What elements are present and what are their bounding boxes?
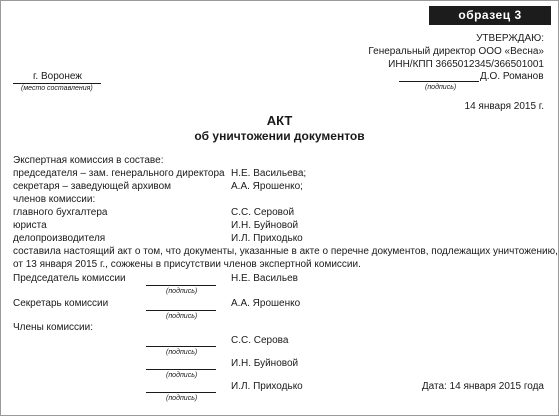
- document-date: Дата: 14 января 2015 года: [421, 381, 544, 392]
- member-signature-name: И.Л. Приходько: [231, 381, 303, 392]
- chair-signature-label: Председатель комиссии: [13, 273, 126, 284]
- approve-signer: Д.О. Романов: [480, 71, 544, 82]
- place-line: [13, 83, 101, 84]
- member-name: С.С. Серовой: [231, 207, 295, 218]
- member-name: И.Н. Буйновой: [231, 220, 299, 231]
- approve-signature-caption: (подпись): [425, 84, 457, 91]
- member-signature-line: [146, 392, 216, 393]
- member-role: делопроизводителя: [13, 233, 106, 244]
- member-role: главного бухгалтера: [13, 207, 108, 218]
- place-city: г. Воронеж: [33, 71, 82, 82]
- approve-inn: ИНН/КПП 3665012345/366501001: [388, 59, 544, 70]
- signature-caption: (подпись): [166, 288, 198, 295]
- body-line-2: от 13 января 2015 г., сожжены в присутствии членов экспертной комиссии.: [13, 259, 361, 270]
- signature-caption: (подпись): [166, 395, 198, 402]
- chair-signature-name: Н.Е. Васильев: [231, 273, 298, 284]
- member-signature-name: С.С. Серова: [231, 335, 289, 346]
- secretary-name: А.А. Ярошенко;: [231, 181, 303, 192]
- sample-badge: образец 3: [429, 6, 551, 25]
- document-title: АКТ: [266, 113, 293, 128]
- document-subtitle: об уничтожении документов: [194, 129, 365, 143]
- approve-signature-line: [399, 81, 479, 82]
- chair-signature-line: [146, 285, 216, 286]
- chair-name: Н.Е. Васильева;: [231, 168, 307, 179]
- approve-date: 14 января 2015 г.: [464, 101, 544, 112]
- member-signature-line: [146, 369, 216, 370]
- approve-position: Генеральный директор ООО «Весна»: [368, 46, 544, 57]
- member-signature-name: И.Н. Буйновой: [231, 358, 299, 369]
- member-role: юриста: [13, 220, 47, 231]
- member-signature-line: [146, 346, 216, 347]
- signature-caption: (подпись): [166, 313, 198, 320]
- members-heading: членов комиссии:: [13, 194, 96, 205]
- signature-caption: (подпись): [166, 349, 198, 356]
- secretary-signature-line: [146, 310, 216, 311]
- secretary-role: секретаря – заведующей архивом: [13, 181, 172, 192]
- secretary-signature-label: Секретарь комиссии: [13, 298, 109, 309]
- members-signature-label: Члены комиссии:: [13, 322, 94, 333]
- body-line-1: составила настоящий акт о том, что документы, указанные в акте о перечне документов, подлежащих уничтожению,: [13, 246, 558, 257]
- member-name: И.Л. Приходько: [231, 233, 303, 244]
- signature-caption: (подпись): [166, 372, 198, 379]
- commission-intro: Экспертная комиссия в составе:: [13, 155, 164, 166]
- approve-heading: УТВЕРЖДАЮ:: [476, 33, 544, 44]
- secretary-signature-name: А.А. Ярошенко: [231, 298, 301, 309]
- place-caption: (место составления): [21, 85, 93, 92]
- chair-role: председателя – зам. генерального директора: [13, 168, 225, 179]
